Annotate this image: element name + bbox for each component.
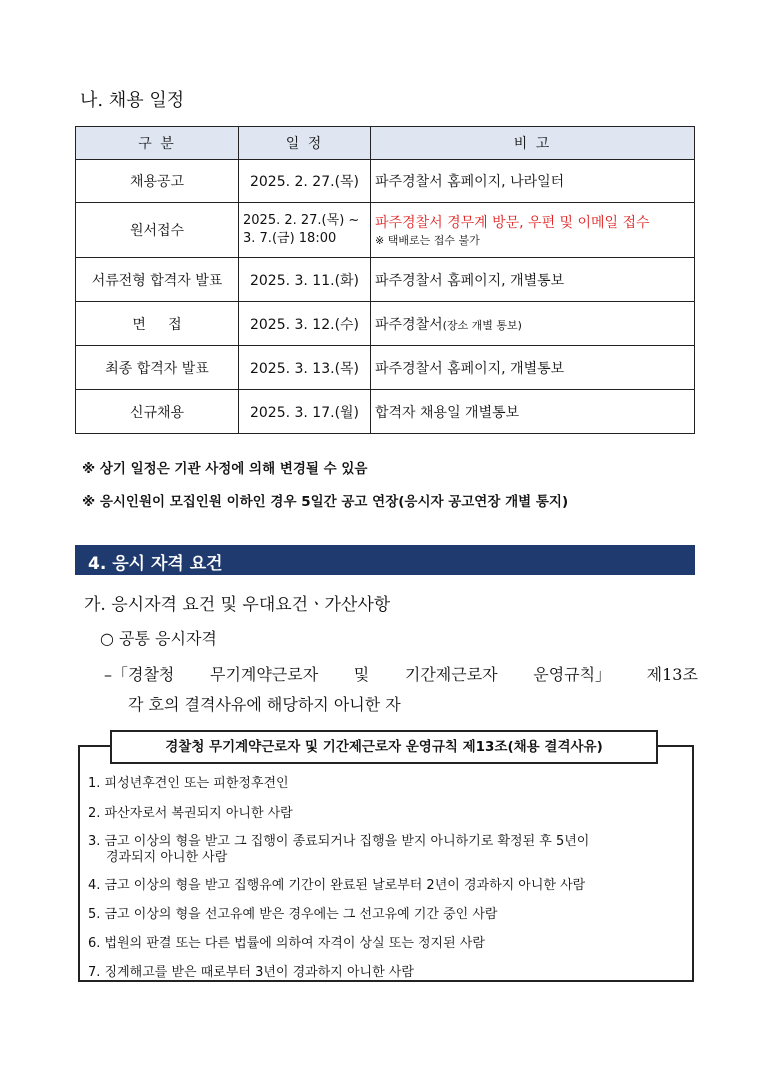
bullet-heading: ○ 공통 응시자격 — [100, 629, 217, 648]
dash-word: 및 — [353, 665, 370, 684]
qualification-line-1 — [104, 662, 698, 685]
row-note — [371, 302, 695, 346]
row-category: 서류전형 합격자 발표 — [76, 258, 239, 302]
list-item: 5. 금고 이상의 형을 선고유예 받은 경우에는 그 선고유예 기간 중인 사람 — [88, 907, 498, 922]
dash-word: –「경찰청 — [104, 665, 175, 684]
list-item: 6. 법원의 판결 또는 다른 법률에 의하여 자격이 상실 또는 정지된 사람 — [88, 936, 485, 951]
row-note-main: 파주경찰서 — [375, 316, 443, 333]
list-item: 1. 피성년후견인 또는 피한정후견인 — [88, 776, 289, 791]
list-item: 3. 금고 이상의 형을 받고 그 집행이 종료되거나 집행을 받지 아니하기로 확정된 후 5년이 — [88, 834, 590, 849]
row-date: 2025. 3. 13.(목) — [239, 346, 371, 390]
dash-word: 운영규칙」 — [533, 665, 612, 684]
row-note-small: (장소 개별 통보) — [442, 318, 522, 332]
table-row — [76, 390, 695, 434]
table-row — [76, 302, 695, 346]
row-note — [371, 203, 695, 258]
row-category: 면 접 — [76, 302, 239, 346]
list-item: 4. 금고 이상의 형을 받고 집행유예 기간이 완료된 날로부터 2년이 경과하지 아니한 사람 — [88, 878, 586, 893]
dash-word: 무기계약근로자 — [209, 665, 319, 684]
qualification-line-2: 각 호의 결격사유에 해당하지 아니한 자 — [128, 695, 401, 714]
table-row — [76, 258, 695, 302]
row-category: 원서접수 — [76, 203, 239, 258]
row-note: 파주경찰서 홈페이지, 나라일터 — [371, 160, 695, 203]
row-date-line1: 2025. 2. 27.(목) ~ — [243, 213, 360, 228]
header-date: 일 정 — [239, 127, 371, 160]
row-note: 합격자 채용일 개별통보 — [371, 390, 695, 434]
list-item-continuation: 경과되지 아니한 사람 — [106, 850, 228, 865]
schedule-table — [75, 126, 695, 434]
row-date — [239, 203, 371, 258]
row-note-highlight: 파주경찰서 경무계 방문, 우편 및 이메일 접수 — [375, 215, 650, 231]
row-date: 2025. 3. 17.(월) — [239, 390, 371, 434]
row-note: 파주경찰서 홈페이지, 개별통보 — [371, 258, 695, 302]
row-date: 2025. 3. 11.(화) — [239, 258, 371, 302]
header-note: 비 고 — [371, 127, 695, 160]
table-row — [76, 160, 695, 203]
dash-word: 제13조 — [646, 665, 698, 684]
row-category: 최종 합격자 발표 — [76, 346, 239, 390]
schedule-note-2: ※ 응시인원이 모집인원 이하인 경우 5일간 공고 연장(응시자 공고연장 개별 통지) — [82, 494, 569, 510]
table-row — [76, 203, 695, 258]
schedule-section-title: 나. 채용 일정 — [80, 90, 185, 111]
list-item: 2. 파산자로서 복권되지 아니한 사람 — [88, 806, 293, 821]
dash-word: 기간제근로자 — [404, 665, 498, 684]
row-category: 신규채용 — [76, 390, 239, 434]
row-date-line2: 3. 7.(금) 18:00 — [243, 231, 337, 246]
row-date: 2025. 3. 12.(수) — [239, 302, 371, 346]
row-date: 2025. 2. 27.(목) — [239, 160, 371, 203]
disqualification-box-title: 경찰청 무기계약근로자 및 기간제근로자 운영규칙 제13조(채용 결격사유) — [110, 730, 658, 764]
table-row — [76, 346, 695, 390]
row-note: 파주경찰서 홈페이지, 개별통보 — [371, 346, 695, 390]
table-header-row — [76, 127, 695, 160]
list-item: 7. 징계해고를 받은 때로부터 3년이 경과하지 아니한 사람 — [88, 965, 414, 980]
header-category: 구 분 — [76, 127, 239, 160]
subsection-title: 가. 응시자격 요건 및 우대요건ㆍ가산사항 — [84, 595, 391, 615]
row-note-sub: ※ 택배로는 접수 불가 — [375, 234, 480, 247]
schedule-note-1: ※ 상기 일정은 기관 사정에 의해 변경될 수 있음 — [82, 461, 368, 477]
section-header-title: 4. 응시 자격 요건 — [88, 554, 223, 574]
row-category: 채용공고 — [76, 160, 239, 203]
